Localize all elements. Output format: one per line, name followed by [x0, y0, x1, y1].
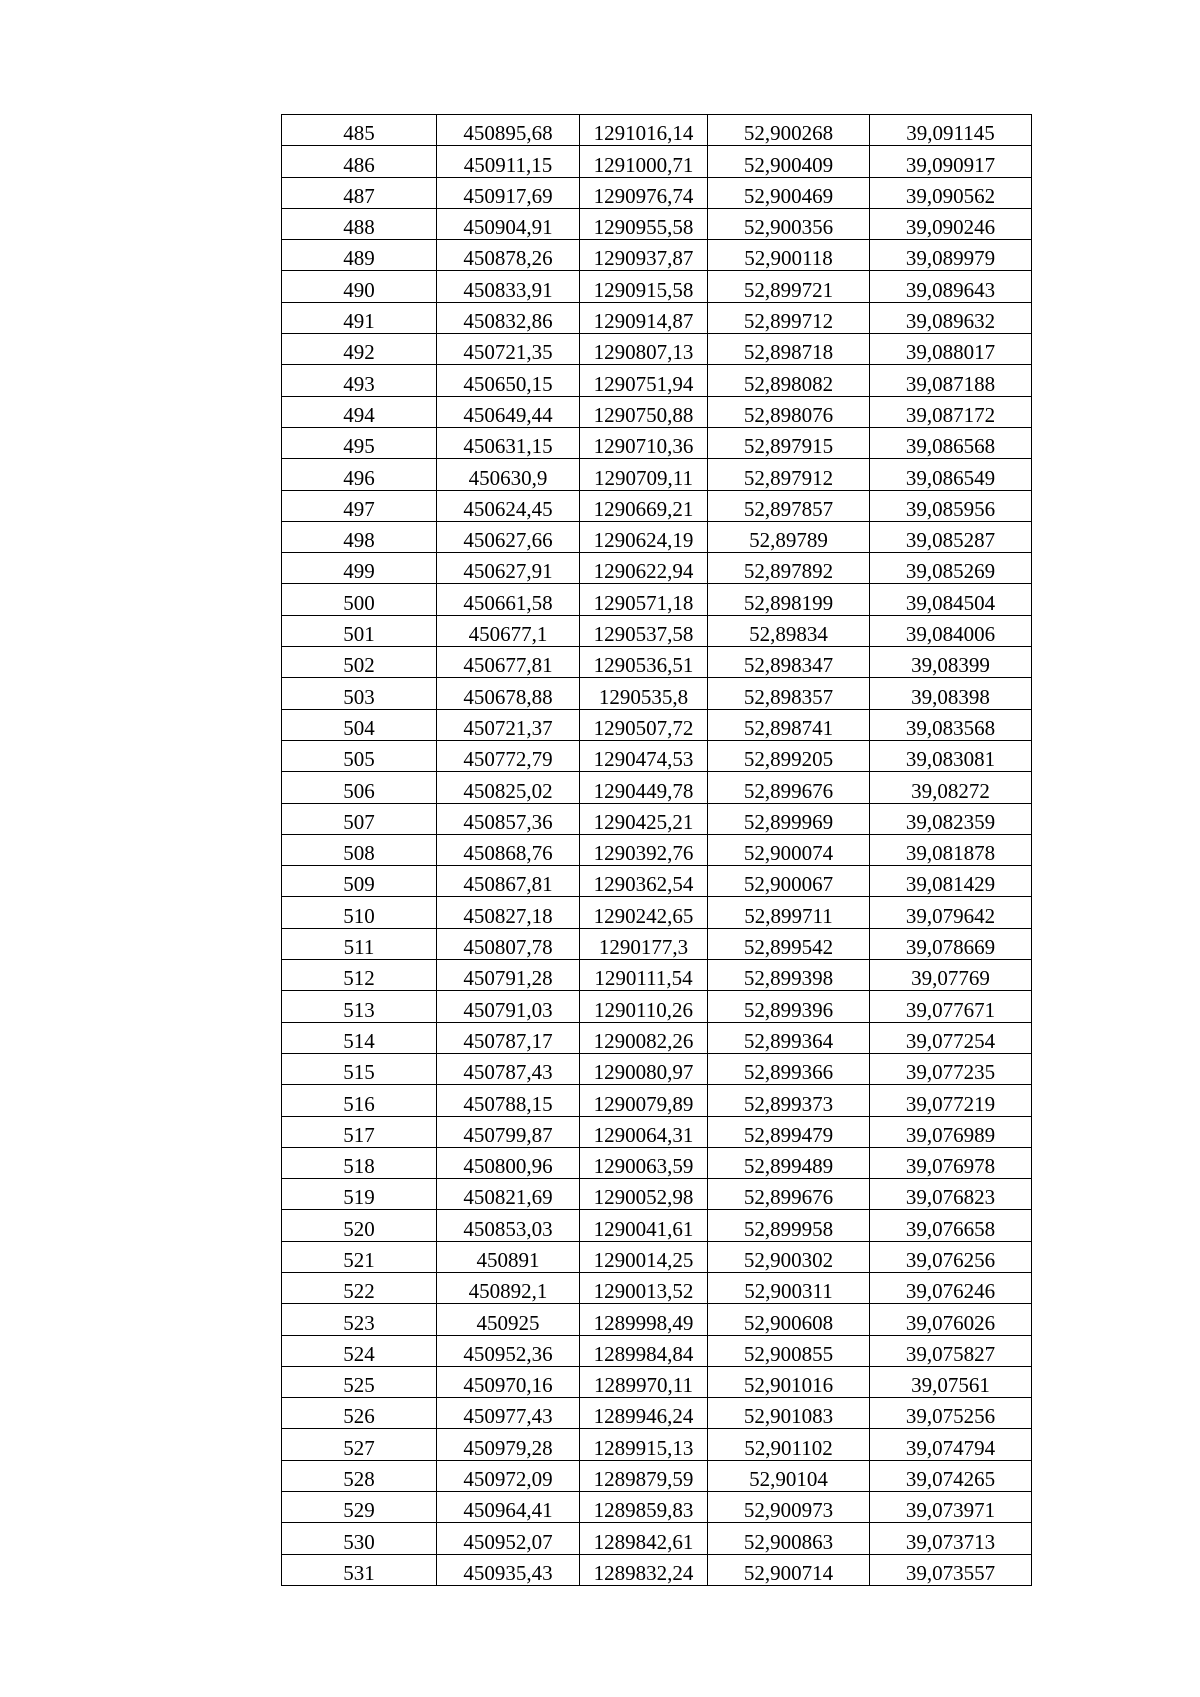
x-coordinate-cell: 450868,76 [437, 834, 580, 865]
longitude-cell: 39,089632 [870, 302, 1032, 333]
latitude-cell: 52,898199 [708, 584, 870, 615]
y-coordinate-cell: 1290622,94 [580, 553, 708, 584]
x-coordinate-cell: 450787,43 [437, 1053, 580, 1084]
table-row [282, 1492, 1032, 1523]
y-coordinate-cell: 1290535,8 [580, 678, 708, 709]
point-number-cell: 496 [282, 459, 437, 490]
table-row [282, 365, 1032, 396]
table-row [282, 584, 1032, 615]
latitude-cell: 52,897912 [708, 459, 870, 490]
table-row [282, 615, 1032, 646]
longitude-cell: 39,084504 [870, 584, 1032, 615]
longitude-cell: 39,073971 [870, 1492, 1032, 1523]
point-number-cell: 495 [282, 427, 437, 458]
y-coordinate-cell: 1290362,54 [580, 866, 708, 897]
table-row [282, 208, 1032, 239]
latitude-cell: 52,900311 [708, 1272, 870, 1303]
latitude-cell: 52,898357 [708, 678, 870, 709]
y-coordinate-cell: 1289879,59 [580, 1460, 708, 1491]
y-coordinate-cell: 1289832,24 [580, 1554, 708, 1585]
table-row [282, 803, 1032, 834]
x-coordinate-cell: 450970,16 [437, 1366, 580, 1397]
table-row [282, 1272, 1032, 1303]
latitude-cell: 52,897892 [708, 553, 870, 584]
x-coordinate-cell: 450911,15 [437, 146, 580, 177]
table-row [282, 459, 1032, 490]
table-row [282, 115, 1032, 146]
x-coordinate-cell: 450825,02 [437, 772, 580, 803]
table-row [282, 1053, 1032, 1084]
latitude-cell: 52,899205 [708, 740, 870, 771]
x-coordinate-cell: 450952,07 [437, 1523, 580, 1554]
longitude-cell: 39,077671 [870, 991, 1032, 1022]
x-coordinate-cell: 450832,86 [437, 302, 580, 333]
table-row [282, 1022, 1032, 1053]
y-coordinate-cell: 1290807,13 [580, 334, 708, 365]
point-number-cell: 526 [282, 1398, 437, 1429]
table-row [282, 334, 1032, 365]
longitude-cell: 39,08399 [870, 647, 1032, 678]
latitude-cell: 52,901102 [708, 1429, 870, 1460]
point-number-cell: 525 [282, 1366, 437, 1397]
table-row [282, 302, 1032, 333]
y-coordinate-cell: 1290079,89 [580, 1085, 708, 1116]
longitude-cell: 39,078669 [870, 928, 1032, 959]
point-number-cell: 503 [282, 678, 437, 709]
longitude-cell: 39,083081 [870, 740, 1032, 771]
latitude-cell: 52,900714 [708, 1554, 870, 1585]
longitude-cell: 39,087172 [870, 396, 1032, 427]
x-coordinate-cell: 450721,37 [437, 709, 580, 740]
table-row [282, 146, 1032, 177]
table-row [282, 928, 1032, 959]
longitude-cell: 39,07769 [870, 960, 1032, 991]
table-row [282, 1523, 1032, 1554]
latitude-cell: 52,90104 [708, 1460, 870, 1491]
latitude-cell: 52,899366 [708, 1053, 870, 1084]
point-number-cell: 504 [282, 709, 437, 740]
y-coordinate-cell: 1290111,54 [580, 960, 708, 991]
latitude-cell: 52,900469 [708, 177, 870, 208]
longitude-cell: 39,087188 [870, 365, 1032, 396]
point-number-cell: 522 [282, 1272, 437, 1303]
table-row [282, 521, 1032, 552]
y-coordinate-cell: 1289842,61 [580, 1523, 708, 1554]
table-row [282, 960, 1032, 991]
x-coordinate-cell: 450772,79 [437, 740, 580, 771]
longitude-cell: 39,081878 [870, 834, 1032, 865]
table-row [282, 1554, 1032, 1585]
y-coordinate-cell: 1291016,14 [580, 115, 708, 146]
y-coordinate-cell: 1290064,31 [580, 1116, 708, 1147]
y-coordinate-cell: 1290751,94 [580, 365, 708, 396]
table-row [282, 897, 1032, 928]
y-coordinate-cell: 1290080,97 [580, 1053, 708, 1084]
latitude-cell: 52,899676 [708, 1179, 870, 1210]
table-row [282, 271, 1032, 302]
x-coordinate-cell: 450624,45 [437, 490, 580, 521]
longitude-cell: 39,083568 [870, 709, 1032, 740]
point-number-cell: 510 [282, 897, 437, 928]
y-coordinate-cell: 1290041,61 [580, 1210, 708, 1241]
longitude-cell: 39,086549 [870, 459, 1032, 490]
latitude-cell: 52,89789 [708, 521, 870, 552]
x-coordinate-cell: 450787,17 [437, 1022, 580, 1053]
y-coordinate-cell: 1290177,3 [580, 928, 708, 959]
point-number-cell: 530 [282, 1523, 437, 1554]
point-number-cell: 514 [282, 1022, 437, 1053]
y-coordinate-cell: 1290052,98 [580, 1179, 708, 1210]
point-number-cell: 506 [282, 772, 437, 803]
table-row [282, 1147, 1032, 1178]
latitude-cell: 52,900302 [708, 1241, 870, 1272]
y-coordinate-cell: 1289998,49 [580, 1304, 708, 1335]
table-row [282, 1210, 1032, 1241]
point-number-cell: 486 [282, 146, 437, 177]
latitude-cell: 52,899542 [708, 928, 870, 959]
latitude-cell: 52,899712 [708, 302, 870, 333]
table-row [282, 740, 1032, 771]
table-row [282, 1398, 1032, 1429]
latitude-cell: 52,899398 [708, 960, 870, 991]
table-row [282, 1304, 1032, 1335]
y-coordinate-cell: 1290425,21 [580, 803, 708, 834]
table-row [282, 240, 1032, 271]
x-coordinate-cell: 450904,91 [437, 208, 580, 239]
point-number-cell: 509 [282, 866, 437, 897]
point-number-cell: 519 [282, 1179, 437, 1210]
longitude-cell: 39,076978 [870, 1147, 1032, 1178]
longitude-cell: 39,08398 [870, 678, 1032, 709]
longitude-cell: 39,082359 [870, 803, 1032, 834]
table-row [282, 772, 1032, 803]
table-row [282, 866, 1032, 897]
y-coordinate-cell: 1290669,21 [580, 490, 708, 521]
point-number-cell: 492 [282, 334, 437, 365]
point-number-cell: 494 [282, 396, 437, 427]
latitude-cell: 52,898082 [708, 365, 870, 396]
x-coordinate-cell: 450650,15 [437, 365, 580, 396]
y-coordinate-cell: 1290750,88 [580, 396, 708, 427]
latitude-cell: 52,899373 [708, 1085, 870, 1116]
table-row [282, 678, 1032, 709]
longitude-cell: 39,075256 [870, 1398, 1032, 1429]
y-coordinate-cell: 1290110,26 [580, 991, 708, 1022]
longitude-cell: 39,076246 [870, 1272, 1032, 1303]
longitude-cell: 39,088017 [870, 334, 1032, 365]
y-coordinate-cell: 1290955,58 [580, 208, 708, 239]
point-number-cell: 499 [282, 553, 437, 584]
table-row [282, 647, 1032, 678]
longitude-cell: 39,076823 [870, 1179, 1032, 1210]
latitude-cell: 52,897857 [708, 490, 870, 521]
latitude-cell: 52,897915 [708, 427, 870, 458]
latitude-cell: 52,898347 [708, 647, 870, 678]
y-coordinate-cell: 1291000,71 [580, 146, 708, 177]
y-coordinate-cell: 1290537,58 [580, 615, 708, 646]
point-number-cell: 487 [282, 177, 437, 208]
y-coordinate-cell: 1290507,72 [580, 709, 708, 740]
x-coordinate-cell: 450977,43 [437, 1398, 580, 1429]
coordinates-table-body [282, 115, 1032, 1586]
latitude-cell: 52,900409 [708, 146, 870, 177]
table-row [282, 1460, 1032, 1491]
longitude-cell: 39,085287 [870, 521, 1032, 552]
y-coordinate-cell: 1289859,83 [580, 1492, 708, 1523]
latitude-cell: 52,900118 [708, 240, 870, 271]
x-coordinate-cell: 450892,1 [437, 1272, 580, 1303]
point-number-cell: 524 [282, 1335, 437, 1366]
point-number-cell: 493 [282, 365, 437, 396]
latitude-cell: 52,899958 [708, 1210, 870, 1241]
y-coordinate-cell: 1290449,78 [580, 772, 708, 803]
latitude-cell: 52,899711 [708, 897, 870, 928]
latitude-cell: 52,901083 [708, 1398, 870, 1429]
latitude-cell: 52,900863 [708, 1523, 870, 1554]
point-number-cell: 485 [282, 115, 437, 146]
point-number-cell: 488 [282, 208, 437, 239]
longitude-cell: 39,076989 [870, 1116, 1032, 1147]
point-number-cell: 497 [282, 490, 437, 521]
table-row [282, 1085, 1032, 1116]
longitude-cell: 39,089643 [870, 271, 1032, 302]
point-number-cell: 515 [282, 1053, 437, 1084]
x-coordinate-cell: 450649,44 [437, 396, 580, 427]
longitude-cell: 39,084006 [870, 615, 1032, 646]
table-row [282, 427, 1032, 458]
table-row [282, 834, 1032, 865]
x-coordinate-cell: 450630,9 [437, 459, 580, 490]
y-coordinate-cell: 1290242,65 [580, 897, 708, 928]
x-coordinate-cell: 450627,66 [437, 521, 580, 552]
y-coordinate-cell: 1289946,24 [580, 1398, 708, 1429]
y-coordinate-cell: 1290914,87 [580, 302, 708, 333]
x-coordinate-cell: 450895,68 [437, 115, 580, 146]
latitude-cell: 52,89834 [708, 615, 870, 646]
table-row [282, 490, 1032, 521]
x-coordinate-cell: 450721,35 [437, 334, 580, 365]
x-coordinate-cell: 450853,03 [437, 1210, 580, 1241]
table-row [282, 396, 1032, 427]
y-coordinate-cell: 1290624,19 [580, 521, 708, 552]
x-coordinate-cell: 450891 [437, 1241, 580, 1272]
x-coordinate-cell: 450661,58 [437, 584, 580, 615]
latitude-cell: 52,899489 [708, 1147, 870, 1178]
longitude-cell: 39,081429 [870, 866, 1032, 897]
y-coordinate-cell: 1290536,51 [580, 647, 708, 678]
y-coordinate-cell: 1289970,11 [580, 1366, 708, 1397]
latitude-cell: 52,900074 [708, 834, 870, 865]
x-coordinate-cell: 450821,69 [437, 1179, 580, 1210]
longitude-cell: 39,090917 [870, 146, 1032, 177]
latitude-cell: 52,899721 [708, 271, 870, 302]
point-number-cell: 502 [282, 647, 437, 678]
point-number-cell: 516 [282, 1085, 437, 1116]
x-coordinate-cell: 450979,28 [437, 1429, 580, 1460]
latitude-cell: 52,899479 [708, 1116, 870, 1147]
point-number-cell: 490 [282, 271, 437, 302]
point-number-cell: 489 [282, 240, 437, 271]
latitude-cell: 52,898076 [708, 396, 870, 427]
x-coordinate-cell: 450807,78 [437, 928, 580, 959]
longitude-cell: 39,08272 [870, 772, 1032, 803]
point-number-cell: 498 [282, 521, 437, 552]
latitude-cell: 52,899969 [708, 803, 870, 834]
x-coordinate-cell: 450799,87 [437, 1116, 580, 1147]
longitude-cell: 39,077235 [870, 1053, 1032, 1084]
x-coordinate-cell: 450800,96 [437, 1147, 580, 1178]
longitude-cell: 39,090562 [870, 177, 1032, 208]
point-number-cell: 517 [282, 1116, 437, 1147]
x-coordinate-cell: 450833,91 [437, 271, 580, 302]
table-row [282, 1179, 1032, 1210]
x-coordinate-cell: 450627,91 [437, 553, 580, 584]
y-coordinate-cell: 1290976,74 [580, 177, 708, 208]
x-coordinate-cell: 450791,03 [437, 991, 580, 1022]
longitude-cell: 39,079642 [870, 897, 1032, 928]
point-number-cell: 505 [282, 740, 437, 771]
longitude-cell: 39,091145 [870, 115, 1032, 146]
y-coordinate-cell: 1290392,76 [580, 834, 708, 865]
longitude-cell: 39,085269 [870, 553, 1032, 584]
x-coordinate-cell: 450867,81 [437, 866, 580, 897]
x-coordinate-cell: 450677,81 [437, 647, 580, 678]
y-coordinate-cell: 1290014,25 [580, 1241, 708, 1272]
x-coordinate-cell: 450827,18 [437, 897, 580, 928]
y-coordinate-cell: 1290571,18 [580, 584, 708, 615]
x-coordinate-cell: 450925 [437, 1304, 580, 1335]
y-coordinate-cell: 1289915,13 [580, 1429, 708, 1460]
point-number-cell: 491 [282, 302, 437, 333]
point-number-cell: 529 [282, 1492, 437, 1523]
x-coordinate-cell: 450972,09 [437, 1460, 580, 1491]
table-row [282, 1335, 1032, 1366]
table-row [282, 709, 1032, 740]
y-coordinate-cell: 1290915,58 [580, 271, 708, 302]
longitude-cell: 39,07561 [870, 1366, 1032, 1397]
x-coordinate-cell: 450791,28 [437, 960, 580, 991]
table-row [282, 1429, 1032, 1460]
coordinates-table [281, 114, 1032, 1586]
x-coordinate-cell: 450952,36 [437, 1335, 580, 1366]
x-coordinate-cell: 450857,36 [437, 803, 580, 834]
latitude-cell: 52,899364 [708, 1022, 870, 1053]
longitude-cell: 39,076658 [870, 1210, 1032, 1241]
point-number-cell: 512 [282, 960, 437, 991]
point-number-cell: 523 [282, 1304, 437, 1335]
longitude-cell: 39,086568 [870, 427, 1032, 458]
x-coordinate-cell: 450788,15 [437, 1085, 580, 1116]
table-row [282, 1116, 1032, 1147]
x-coordinate-cell: 450678,88 [437, 678, 580, 709]
latitude-cell: 52,901016 [708, 1366, 870, 1397]
latitude-cell: 52,900855 [708, 1335, 870, 1366]
longitude-cell: 39,076256 [870, 1241, 1032, 1272]
x-coordinate-cell: 450631,15 [437, 427, 580, 458]
y-coordinate-cell: 1289984,84 [580, 1335, 708, 1366]
point-number-cell: 507 [282, 803, 437, 834]
point-number-cell: 513 [282, 991, 437, 1022]
point-number-cell: 511 [282, 928, 437, 959]
point-number-cell: 508 [282, 834, 437, 865]
y-coordinate-cell: 1290013,52 [580, 1272, 708, 1303]
latitude-cell: 52,900973 [708, 1492, 870, 1523]
longitude-cell: 39,073557 [870, 1554, 1032, 1585]
table-row [282, 1366, 1032, 1397]
point-number-cell: 518 [282, 1147, 437, 1178]
longitude-cell: 39,076026 [870, 1304, 1032, 1335]
longitude-cell: 39,089979 [870, 240, 1032, 271]
latitude-cell: 52,898741 [708, 709, 870, 740]
longitude-cell: 39,090246 [870, 208, 1032, 239]
y-coordinate-cell: 1290710,36 [580, 427, 708, 458]
y-coordinate-cell: 1290937,87 [580, 240, 708, 271]
longitude-cell: 39,074265 [870, 1460, 1032, 1491]
x-coordinate-cell: 450878,26 [437, 240, 580, 271]
table-row [282, 1241, 1032, 1272]
table-row [282, 553, 1032, 584]
y-coordinate-cell: 1290082,26 [580, 1022, 708, 1053]
y-coordinate-cell: 1290474,53 [580, 740, 708, 771]
point-number-cell: 520 [282, 1210, 437, 1241]
point-number-cell: 501 [282, 615, 437, 646]
x-coordinate-cell: 450917,69 [437, 177, 580, 208]
table-row [282, 177, 1032, 208]
table-row [282, 991, 1032, 1022]
longitude-cell: 39,077254 [870, 1022, 1032, 1053]
longitude-cell: 39,074794 [870, 1429, 1032, 1460]
point-number-cell: 531 [282, 1554, 437, 1585]
point-number-cell: 500 [282, 584, 437, 615]
point-number-cell: 528 [282, 1460, 437, 1491]
point-number-cell: 521 [282, 1241, 437, 1272]
x-coordinate-cell: 450935,43 [437, 1554, 580, 1585]
y-coordinate-cell: 1290709,11 [580, 459, 708, 490]
latitude-cell: 52,899396 [708, 991, 870, 1022]
longitude-cell: 39,073713 [870, 1523, 1032, 1554]
x-coordinate-cell: 450677,1 [437, 615, 580, 646]
longitude-cell: 39,077219 [870, 1085, 1032, 1116]
x-coordinate-cell: 450964,41 [437, 1492, 580, 1523]
point-number-cell: 527 [282, 1429, 437, 1460]
y-coordinate-cell: 1290063,59 [580, 1147, 708, 1178]
longitude-cell: 39,085956 [870, 490, 1032, 521]
latitude-cell: 52,900268 [708, 115, 870, 146]
latitude-cell: 52,899676 [708, 772, 870, 803]
latitude-cell: 52,900356 [708, 208, 870, 239]
latitude-cell: 52,900067 [708, 866, 870, 897]
latitude-cell: 52,900608 [708, 1304, 870, 1335]
longitude-cell: 39,075827 [870, 1335, 1032, 1366]
latitude-cell: 52,898718 [708, 334, 870, 365]
